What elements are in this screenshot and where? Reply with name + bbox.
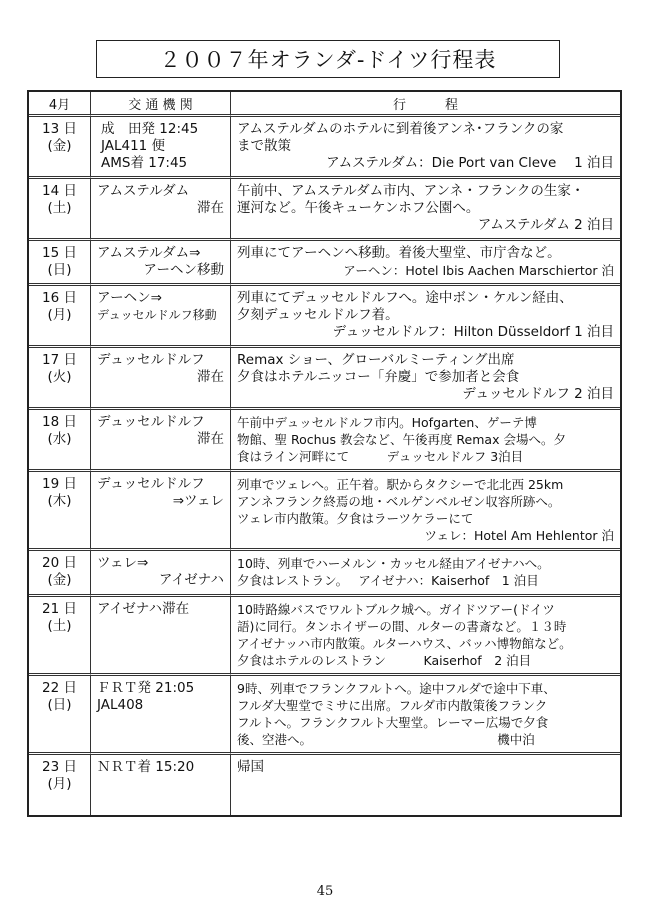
transport-line: ＮＲＴ着 15:20 bbox=[97, 759, 195, 775]
itinerary-cell bbox=[231, 676, 620, 755]
itinerary-line: アムステルダム 2 泊目 bbox=[477, 217, 614, 233]
itinerary-line: アイゼナッハ市内散策。ルターハウス、バッハ博物館など。 bbox=[237, 636, 572, 651]
date-cell bbox=[29, 551, 91, 597]
date-cell bbox=[29, 755, 91, 815]
transport-cell bbox=[91, 755, 231, 815]
transport-line: アーヘン移動 bbox=[143, 262, 224, 278]
itinerary-line: 10時路線バスでワルトブルク城へ。ガイドツアー(ドイツ bbox=[237, 602, 555, 617]
header-month: 4月 bbox=[29, 92, 91, 117]
page-number: 45 bbox=[316, 884, 334, 899]
weekday-label: (水) bbox=[47, 431, 72, 447]
transport-line: AMS着 17:45 bbox=[101, 155, 188, 171]
weekday-label: (日) bbox=[47, 697, 72, 713]
itinerary-line: 列車にてアーヘンへ移動。着後大聖堂、市庁舎など。 bbox=[237, 245, 561, 261]
day-label: 17 日 bbox=[42, 352, 77, 368]
itinerary-cell bbox=[231, 241, 620, 286]
itinerary-line: 夕刻デュッセルドルフ着。 bbox=[237, 307, 399, 323]
date-cell bbox=[29, 286, 91, 348]
itinerary-line: アムステルダムのホテルに到着後アンネ･フランクの家 bbox=[237, 121, 564, 137]
itinerary-line: Remax ショー、グローバルミーティング出席 bbox=[237, 352, 515, 368]
itinerary-cell bbox=[231, 472, 620, 551]
day-label: 16 日 bbox=[42, 290, 77, 306]
day-label: 20 日 bbox=[42, 555, 77, 571]
itinerary-cell bbox=[231, 755, 620, 815]
transport-cell bbox=[91, 410, 231, 472]
weekday-label: (金) bbox=[47, 138, 72, 154]
day-label: 21 日 bbox=[42, 601, 77, 617]
transport-line: ⇒ツェレ bbox=[172, 493, 224, 509]
itinerary-line: 帰国 bbox=[237, 759, 264, 775]
itinerary-line: デュッセルドルフ：Hilton Düsseldorf 1 泊目 bbox=[332, 324, 614, 340]
itinerary-line: 午前中デュッセルドルフ市内。Hofgarten、ゲーテ博 bbox=[237, 415, 537, 430]
itinerary-line: アンネフランク終焉の地・ベルゲンベルゼン収容所跡へ。 bbox=[237, 494, 561, 509]
transport-line: アムステルダム⇒ bbox=[97, 245, 201, 261]
itinerary-cell bbox=[231, 597, 620, 676]
date-cell bbox=[29, 597, 91, 676]
itinerary-line: 物館、聖 Rochus 教会など、午後再度 Remax 会場へ。夕 bbox=[237, 432, 566, 447]
transport-line: 滞在 bbox=[197, 369, 224, 385]
transport-line: JAL411 便 bbox=[101, 138, 166, 154]
table-row bbox=[29, 551, 620, 597]
table-row bbox=[29, 348, 620, 410]
itinerary-cell bbox=[231, 179, 620, 241]
table-row bbox=[29, 179, 620, 241]
itinerary-line: 列車にてデュッセルドルフへ。途中ボン・ケルン経由、 bbox=[237, 290, 573, 306]
table-row bbox=[29, 755, 620, 815]
itinerary-cell bbox=[231, 410, 620, 472]
itinerary-table bbox=[27, 90, 622, 817]
itinerary-line: 午前中、アムステルダム市内、アンネ・フランクの生家・ bbox=[237, 183, 585, 199]
transport-cell bbox=[91, 472, 231, 551]
table-row bbox=[29, 410, 620, 472]
transport-cell bbox=[91, 348, 231, 410]
itinerary-line: ツェレ：Hotel Am Hehlentor 泊 bbox=[424, 528, 614, 543]
table-row bbox=[29, 117, 620, 179]
transport-cell bbox=[91, 286, 231, 348]
day-label: 14 日 bbox=[42, 183, 77, 199]
itinerary-line: 夕食はレストラン。 アイゼナハ：Kaiserhof 1 泊目 bbox=[237, 573, 539, 588]
table-row bbox=[29, 241, 620, 286]
header-transport: 交 通 機 関 bbox=[91, 92, 231, 117]
weekday-label: (日) bbox=[47, 262, 72, 278]
transport-line: デュッセルドルフ bbox=[97, 476, 205, 492]
date-cell bbox=[29, 410, 91, 472]
itinerary-line: デュッセルドルフ 2 泊目 bbox=[462, 386, 614, 402]
itinerary-line: 運河など。午後キューケンホフ公園へ。 bbox=[237, 200, 480, 216]
itinerary-line: 10時、列車でハーメルン・カッセル経由アイゼナハへ。 bbox=[237, 556, 550, 571]
date-cell bbox=[29, 241, 91, 286]
transport-cell bbox=[91, 241, 231, 286]
transport-cell bbox=[91, 179, 231, 241]
day-label: 23 日 bbox=[42, 759, 77, 775]
itinerary-line: 夕食はホテルのレストラン Kaiserhof 2 泊目 bbox=[237, 653, 532, 668]
itinerary-line: フルトへ。フランクフルト大聖堂。レーマー広場で夕食 bbox=[237, 715, 549, 730]
itinerary-line: 後、空港へ。 機中泊 bbox=[237, 732, 535, 747]
itinerary-line: 語)に同行。タンホイザーの間、ルターの書斎など。１３時 bbox=[237, 619, 567, 634]
transport-line: デュッセルドルフ bbox=[97, 352, 205, 368]
day-label: 13 日 bbox=[42, 121, 77, 137]
transport-line: デュッセルドルフ移動 bbox=[97, 308, 217, 322]
transport-line: アイゼナハ bbox=[158, 572, 224, 588]
transport-cell bbox=[91, 597, 231, 676]
itinerary-line: まで散策 bbox=[237, 138, 291, 154]
weekday-label: (金) bbox=[47, 572, 72, 588]
weekday-label: (土) bbox=[47, 618, 72, 634]
transport-line: ＦＲＴ発 21:05 bbox=[97, 680, 195, 696]
table-row bbox=[29, 676, 620, 755]
transport-line: ツェレ⇒ bbox=[97, 555, 149, 571]
itinerary-line: 食はライン河畔にて デュッセルドルフ 3泊目 bbox=[237, 449, 524, 464]
weekday-label: (土) bbox=[47, 200, 72, 216]
date-cell bbox=[29, 676, 91, 755]
transport-cell bbox=[91, 676, 231, 755]
itinerary-line: ツェレ市内散策。夕食はラーツケラーにて bbox=[237, 511, 474, 526]
transport-line: 滞在 bbox=[197, 431, 224, 447]
date-cell bbox=[29, 348, 91, 410]
itinerary-line: 夕食はホテルニッコー「弁慶」で参加者と会食 bbox=[237, 369, 520, 385]
weekday-label: (火) bbox=[47, 369, 72, 385]
itinerary-cell bbox=[231, 286, 620, 348]
itinerary-line: 列車でツェレへ。正午着。駅からタクシーで北北西 25km bbox=[237, 477, 564, 492]
table-row bbox=[29, 286, 620, 348]
header-itinerary: 行 程 bbox=[231, 92, 620, 117]
transport-cell bbox=[91, 551, 231, 597]
transport-line: アイゼナハ滞在 bbox=[97, 601, 190, 617]
itinerary-cell bbox=[231, 348, 620, 410]
date-cell bbox=[29, 472, 91, 551]
weekday-label: (月) bbox=[47, 307, 72, 323]
itinerary-line: 9時、列車でフランクフルトへ。途中フルダで途中下車、 bbox=[237, 681, 556, 696]
transport-line: JAL408 bbox=[97, 697, 144, 713]
day-label: 22 日 bbox=[42, 680, 77, 696]
itinerary-cell bbox=[231, 117, 620, 179]
itinerary-line: アーヘン：Hotel Ibis Aachen Marschiertor 泊 bbox=[343, 263, 614, 278]
table-row bbox=[29, 472, 620, 551]
day-label: 18 日 bbox=[42, 414, 77, 430]
table-row bbox=[29, 597, 620, 676]
date-cell bbox=[29, 179, 91, 241]
day-label: 15 日 bbox=[42, 245, 77, 261]
table-header-row bbox=[29, 92, 620, 117]
document-title: ２００７年オランダ-ドイツ行程表 bbox=[96, 40, 560, 78]
transport-line: アムステルダム bbox=[97, 183, 190, 199]
transport-line: 滞在 bbox=[197, 200, 224, 216]
itinerary-cell bbox=[231, 551, 620, 597]
weekday-label: (月) bbox=[47, 776, 72, 792]
itinerary-line: アムステルダム：Die Port van Cleve 1 泊目 bbox=[326, 155, 614, 171]
weekday-label: (木) bbox=[47, 493, 72, 509]
transport-line: 成 田発 12:45 bbox=[101, 121, 199, 137]
itinerary-line: フルダ大聖堂でミサに出席。フルダ市内散策後フランク bbox=[237, 698, 548, 713]
date-cell bbox=[29, 117, 91, 179]
transport-line: アーヘン⇒ bbox=[97, 290, 162, 306]
transport-cell bbox=[91, 117, 231, 179]
transport-line: デュッセルドルフ bbox=[97, 414, 205, 430]
day-label: 19 日 bbox=[42, 476, 77, 492]
